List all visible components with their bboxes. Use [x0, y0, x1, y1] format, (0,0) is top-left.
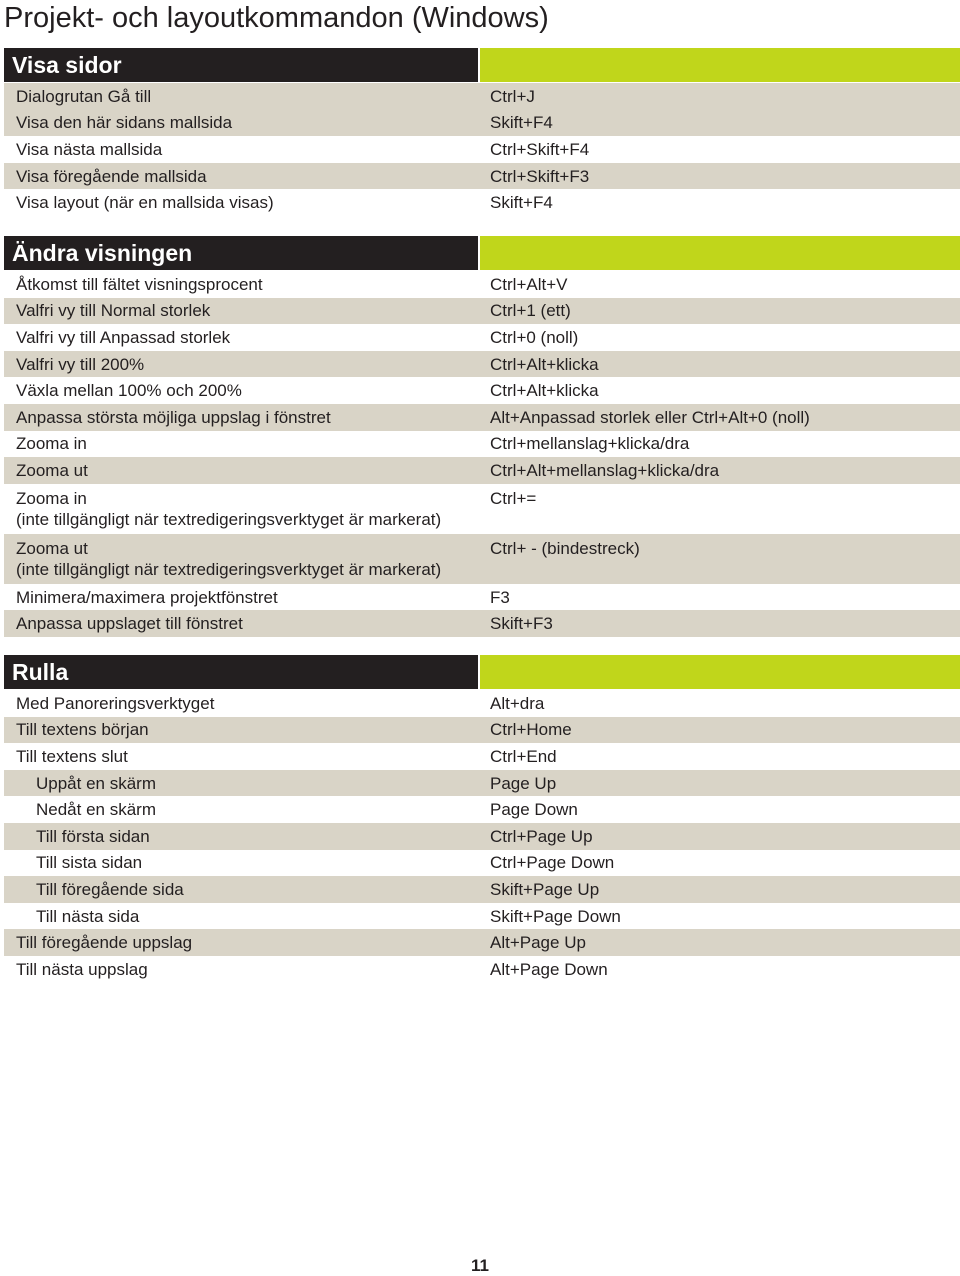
- table-row: [4, 404, 960, 431]
- command-label: Anpassa uppslaget till fönstret: [16, 614, 243, 634]
- command-label: Minimera/maximera projektfönstret: [16, 587, 278, 607]
- shortcut: Skift+Page Up: [490, 879, 600, 899]
- table-row: [4, 457, 960, 484]
- command-label: Till textens början: [16, 720, 149, 740]
- shortcut: Ctrl+Alt+klicka: [490, 381, 599, 401]
- command-label: Valfri vy till Normal storlek: [16, 301, 211, 321]
- shortcut: Ctrl+End: [490, 746, 557, 766]
- table-row: [4, 324, 960, 351]
- shortcut: Ctrl+Skift+F4: [490, 139, 590, 159]
- table-row: [4, 929, 960, 956]
- command-note: (inte tillgängligt när textredigeringsverktyget är markerat): [16, 559, 442, 579]
- table-row: [4, 956, 960, 983]
- shortcut: Ctrl+Alt+V: [490, 274, 568, 294]
- shortcut: Alt+Page Up: [490, 933, 586, 953]
- command-label-group: [4, 488, 490, 530]
- shortcut: Ctrl+Alt+klicka: [490, 354, 599, 374]
- shortcut: Ctrl+0 (noll): [490, 327, 579, 347]
- shortcut: Ctrl+Page Down: [490, 853, 615, 873]
- table-row: [4, 431, 960, 458]
- section-heading: Visa sidor: [4, 48, 478, 82]
- table-row: [4, 796, 960, 823]
- table-row: [4, 850, 960, 877]
- section-header-accent: [480, 655, 960, 689]
- shortcut: Ctrl+Home: [490, 720, 572, 740]
- command-label: Till textens slut: [16, 746, 128, 766]
- table-row: [4, 690, 960, 717]
- command-label: Valfri vy till Anpassad storlek: [16, 327, 231, 347]
- command-label: Åtkomst till fältet visningsprocent: [16, 274, 263, 294]
- command-label: Zooma in: [16, 488, 87, 508]
- command-label-group: [4, 538, 490, 580]
- shortcut: Ctrl+Alt+mellanslag+klicka/dra: [490, 460, 720, 480]
- command-label: Anpassa största möjliga uppslag i fönstret: [16, 407, 331, 427]
- table-row: [4, 876, 960, 903]
- command-label: Visa den här sidans mallsida: [16, 113, 233, 133]
- table-row: [4, 110, 960, 137]
- table-row: [4, 584, 960, 611]
- command-label: Zooma ut: [16, 460, 88, 480]
- section-heading: Rulla: [4, 655, 478, 689]
- section-header-accent: [480, 48, 960, 82]
- table-row: [4, 298, 960, 325]
- section-header: [4, 48, 960, 82]
- command-label: Visa layout (när en mallsida visas): [16, 193, 274, 213]
- table-row: [4, 610, 960, 637]
- shortcut: Skift+F4: [490, 193, 553, 213]
- table-row: [4, 351, 960, 378]
- command-label: Till föregående sida: [36, 879, 184, 899]
- command-label: Med Panoreringsverktyget: [16, 693, 215, 713]
- page-number: 11: [471, 1256, 489, 1275]
- table-row: [4, 377, 960, 404]
- command-label: Visa föregående mallsida: [16, 166, 207, 186]
- command-label: Till sista sidan: [36, 853, 143, 873]
- table-row: [4, 770, 960, 797]
- table-row: [4, 271, 960, 298]
- shortcut: Page Down: [490, 800, 578, 820]
- table-row: [4, 83, 960, 110]
- section-rulla: [4, 655, 960, 983]
- command-label: Valfri vy till 200%: [16, 354, 145, 374]
- table-row: [4, 163, 960, 190]
- command-label: Zooma ut: [16, 538, 88, 558]
- table-row: [4, 484, 960, 534]
- section-header-accent: [480, 236, 960, 270]
- section-visa-sidor: [4, 48, 960, 216]
- shortcut: F3: [490, 587, 510, 607]
- shortcut: Alt+dra: [490, 693, 545, 713]
- shortcut: Page Up: [490, 773, 557, 793]
- section-andra-visningen: [4, 236, 960, 637]
- page-title: Projekt- och layoutkommandon (Windows): [4, 2, 549, 34]
- command-label: Till nästa uppslag: [16, 959, 148, 979]
- command-label: Nedåt en skärm: [36, 800, 156, 820]
- section-header: [4, 236, 960, 270]
- shortcut: Ctrl+mellanslag+klicka/dra: [490, 434, 690, 454]
- command-note: (inte tillgängligt när textredigeringsverktyget är markerat): [16, 509, 442, 529]
- command-label: Växla mellan 100% och 200%: [16, 381, 242, 401]
- shortcut: Skift+F3: [490, 614, 553, 634]
- table-row: [4, 534, 960, 584]
- command-label: Visa nästa mallsida: [16, 139, 163, 159]
- table-row: [4, 136, 960, 163]
- table-row: [4, 189, 960, 216]
- shortcut: Ctrl+ - (bindestreck): [490, 538, 640, 558]
- command-label: Uppåt en skärm: [36, 773, 156, 793]
- shortcut: Ctrl+=: [490, 488, 537, 508]
- command-label: Till första sidan: [36, 826, 150, 846]
- shortcut: Ctrl+J: [490, 86, 535, 106]
- shortcut: Ctrl+Page Up: [490, 826, 593, 846]
- shortcut: Ctrl+Skift+F3: [490, 166, 590, 186]
- shortcut: Alt+Page Down: [490, 959, 608, 979]
- table-row: [4, 717, 960, 744]
- table-row: [4, 743, 960, 770]
- command-label: Dialogrutan Gå till: [16, 86, 152, 106]
- shortcut: Ctrl+1 (ett): [490, 301, 571, 321]
- section-header: [4, 655, 960, 689]
- shortcut: Alt+Anpassad storlek eller Ctrl+Alt+0 (noll): [490, 407, 810, 427]
- shortcut: Skift+Page Down: [490, 906, 621, 926]
- table-row: [4, 903, 960, 930]
- command-label: Till nästa sida: [36, 906, 140, 926]
- shortcut: Skift+F4: [490, 113, 553, 133]
- section-heading: Ändra visningen: [4, 236, 478, 270]
- table-row: [4, 823, 960, 850]
- command-label: Till föregående uppslag: [16, 933, 193, 953]
- command-label: Zooma in: [16, 434, 87, 454]
